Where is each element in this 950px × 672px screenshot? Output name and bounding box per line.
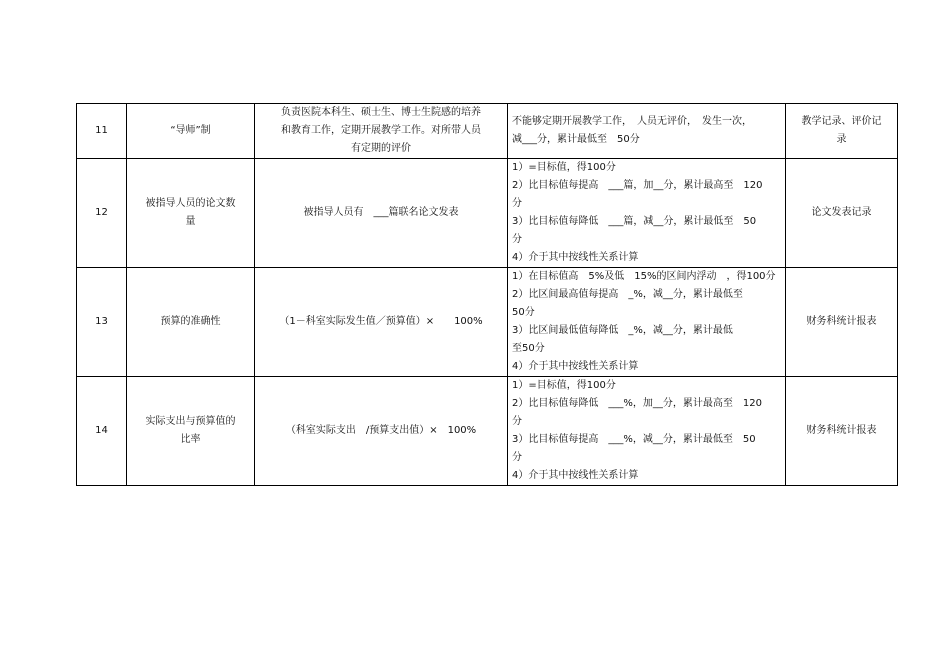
table-row — [77, 268, 898, 377]
data-source-cell — [786, 268, 898, 377]
scoring-rule-line: 分 — [512, 234, 522, 245]
row-number-cell: 12 — [77, 159, 127, 268]
scoring-rule-line: 3）比目标值每降低 ___篇，减__分，累计最低至 50 — [512, 216, 757, 227]
calculation-method-line: 被指导人员有 ___篇联名论文发表 — [303, 207, 459, 218]
indicator-name-cell — [127, 104, 255, 159]
indicator-name-line: 比率 — [180, 434, 201, 445]
scoring-rule-line: 分 — [512, 416, 522, 427]
kpi-table-body — [77, 104, 898, 486]
calculation-method-line: 有定期的评价 — [351, 143, 411, 154]
scoring-rule-line: 减___分，累计最低至 50分 — [512, 134, 640, 145]
indicator-name-cell — [127, 268, 255, 377]
scoring-rule-line: 2）比目标值每提高 ___篇，加__分，累计最高至 120 — [512, 180, 763, 191]
indicator-name-line: 预算的准确性 — [160, 316, 221, 327]
calculation-method-cell — [255, 159, 508, 268]
scoring-rule-line: 至50分 — [512, 343, 545, 354]
scoring-rule-line: 4）介于其中按线性关系计算 — [512, 252, 639, 263]
calculation-method-cell — [255, 377, 508, 486]
table-row — [77, 104, 898, 159]
calculation-method-line: （科室实际支出 /预算支出值）× 100% — [285, 425, 477, 436]
calculation-method-line: （1－科室实际发生值／预算值）× 100% — [279, 316, 483, 327]
data-source-line: 财务科统计报表 — [806, 425, 877, 436]
indicator-name-line: 被指导人员的论文数 — [145, 198, 236, 209]
scoring-rule-line: 4）介于其中按线性关系计算 — [512, 470, 639, 481]
indicator-name-cell — [127, 159, 255, 268]
scoring-rule-line: 50分 — [512, 307, 535, 318]
calculation-method-line: 和教育工作，定期开展教学工作。对所带人员 — [281, 125, 481, 136]
scoring-rule-line: 3）比区间最低值每降低 _%，减__分，累计最低 — [512, 325, 733, 336]
indicator-name-line: 实际支出与预算值的 — [145, 416, 236, 427]
data-source-line: 财务科统计报表 — [806, 316, 877, 327]
data-source-line: 教学记录、评价记 — [801, 116, 882, 127]
indicator-name-line: 量 — [185, 216, 196, 227]
scoring-rule-line: 1）=目标值，得100分 — [512, 162, 616, 173]
kpi-table — [76, 103, 898, 486]
row-number-cell: 13 — [77, 268, 127, 377]
scoring-rule-line: 1）=目标值，得100分 — [512, 380, 616, 391]
data-source-cell — [786, 104, 898, 159]
scoring-rule-cell — [508, 377, 786, 486]
scoring-rule-cell — [508, 268, 786, 377]
scoring-rule-line: 2）比目标值每降低 ___%，加__分，累计最高至 120 — [512, 398, 762, 409]
scoring-rule-line: 分 — [512, 198, 522, 209]
indicator-name-line: “导师”制 — [170, 125, 211, 136]
data-source-cell — [786, 159, 898, 268]
scoring-rule-line: 不能够定期开展教学工作， 人员无评价， 发生一次， — [512, 116, 752, 127]
scoring-rule-line: 1）在目标值高 5%及低 15%的区间内浮动 ，得100分 — [512, 271, 776, 282]
calculation-method-cell — [255, 104, 508, 159]
scoring-rule-line: 3）比目标值每提高 ___%，减__分，累计最低至 50 — [512, 434, 756, 445]
scoring-rule-line: 4）介于其中按线性关系计算 — [512, 361, 639, 372]
scoring-rule-line: 2）比区间最高值每提高 _%，减__分，累计最低至 — [512, 289, 743, 300]
data-source-line: 论文发表记录 — [811, 207, 872, 218]
indicator-name-cell — [127, 377, 255, 486]
data-source-cell — [786, 377, 898, 486]
table-row — [77, 159, 898, 268]
row-number-cell: 14 — [77, 377, 127, 486]
scoring-rule-cell — [508, 159, 786, 268]
row-number-cell: 11 — [77, 104, 127, 159]
calculation-method-cell — [255, 268, 508, 377]
scoring-rule-cell — [508, 104, 786, 159]
table-row — [77, 377, 898, 486]
scoring-rule-line: 分 — [512, 452, 522, 463]
calculation-method-line: 负责医院本科生、硕士生、博士生院感的培养 — [281, 107, 481, 118]
data-source-line: 录 — [836, 134, 847, 145]
